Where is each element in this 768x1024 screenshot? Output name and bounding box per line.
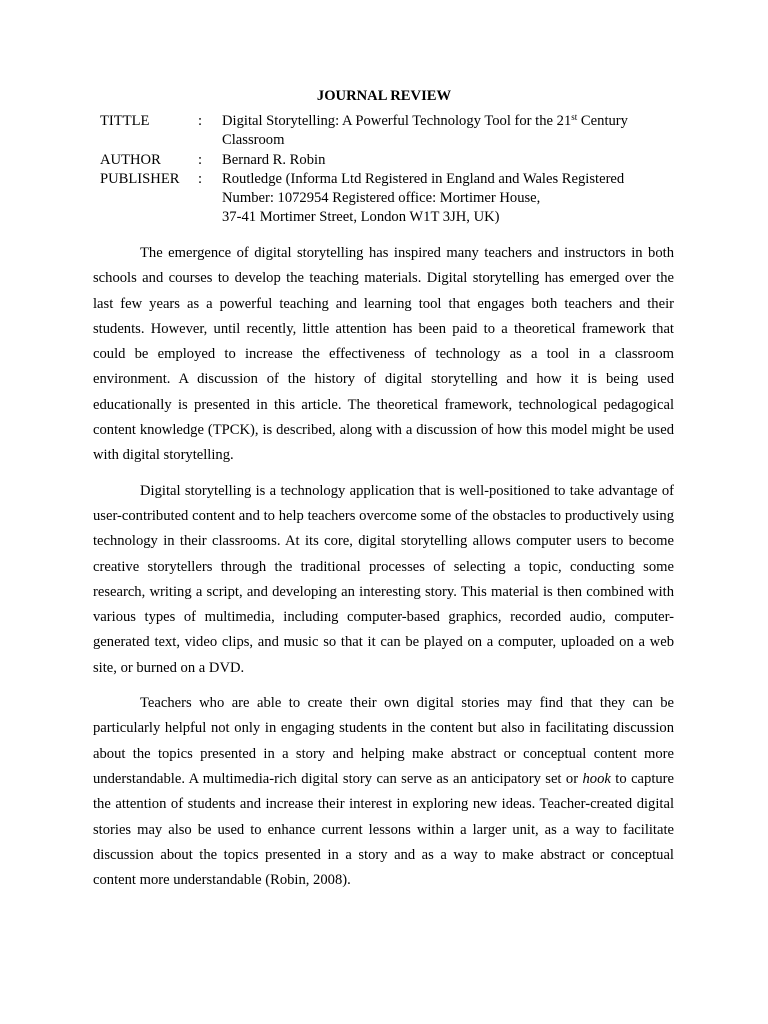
title-colon: :	[198, 113, 203, 129]
paragraph-1: The emergence of digital storytelling has inspired many teachers and instructors in both schools and courses to develop the teaching materials. Digital storytelling has emerged over the last few years as a powerful teaching and learning tool that engages both teachers and their students. However, until recently, little attention has been paid to a theoretical framework that could be employed to increase the effectiveness of technology as a tool in a classroom environment. A discussion of the history of digital storytelling and how it is being used educationally is presented in this article. The theoretical framework, technological pedagogical content knowledge (TPCK), is described, along with a discussion of how this model might be used with digital storytelling.	[93, 245, 674, 464]
title-value-superscript: st	[571, 112, 578, 122]
author-value: Bernard R. Robin	[222, 151, 326, 168]
publisher-value-line2: 37-41 Mortimer Street, London W1T 3JH, UK)	[222, 209, 500, 226]
publisher-label: PUBLISHER	[100, 170, 180, 187]
paragraph-3-part-b: to capture the attention of students and increase their interest in exploring new ideas. Teacher-created digital stories may also be used to enhance current lessons within a larger unit, as a way to facilitate discussion about the topics presented in a story and as a way to make abstract or conceptual content more understandable (Robin, 2008).	[93, 770, 675, 889]
author-label: AUTHOR	[100, 151, 161, 168]
review-body	[93, 241, 674, 903]
paragraph-3	[93, 691, 674, 893]
author-row	[100, 151, 675, 170]
title-value-main: Digital Storytelling: A Powerful Technology Tool for the 21	[222, 113, 572, 129]
paragraph-3-emphasis: hook	[582, 770, 611, 787]
title-label: TITTLE	[100, 113, 150, 129]
title-value-rest: Century Classroom	[222, 113, 628, 149]
publisher-value	[222, 170, 675, 228]
document-heading: JOURNAL REVIEW	[316, 88, 452, 104]
paragraph-3-part-a: Teachers who are able to create their own digital stories may find that they can be particularly helpful not only in engaging students in the content but also in facilitating discussion about the topics presented in a story and helping make abstract or conceptual content more understandable. A multimedia-rich digital story can serve as an anticipatory set or	[93, 695, 674, 787]
paragraph-2: Digital storytelling is a technology application that is well-positioned to take advantage of user-contributed content and to help teachers overcome some of the obstacles to productively using technology in their classrooms. At its core, digital storytelling allows computer users to become creative storytellers through the traditional processes of selecting a topic, conducting some research, writing a script, and developing an interesting story. This material is then combined with various types of multimedia, including computer-based graphics, recorded audio, computer-generated text, video clips, and music so that it can be played on a computer, uploaded on a web site, or burned on a DVD.	[93, 482, 674, 676]
title-row	[100, 112, 675, 151]
title-value	[222, 112, 675, 151]
author-colon: :	[198, 151, 203, 168]
publisher-colon: :	[198, 170, 203, 187]
review-metadata	[100, 112, 675, 228]
publisher-row	[100, 170, 675, 228]
publisher-value-line1: Routledge (Informa Ltd Registered in England and Wales Registered Number: 1072954 Registered office: Mortimer House,	[222, 170, 625, 207]
